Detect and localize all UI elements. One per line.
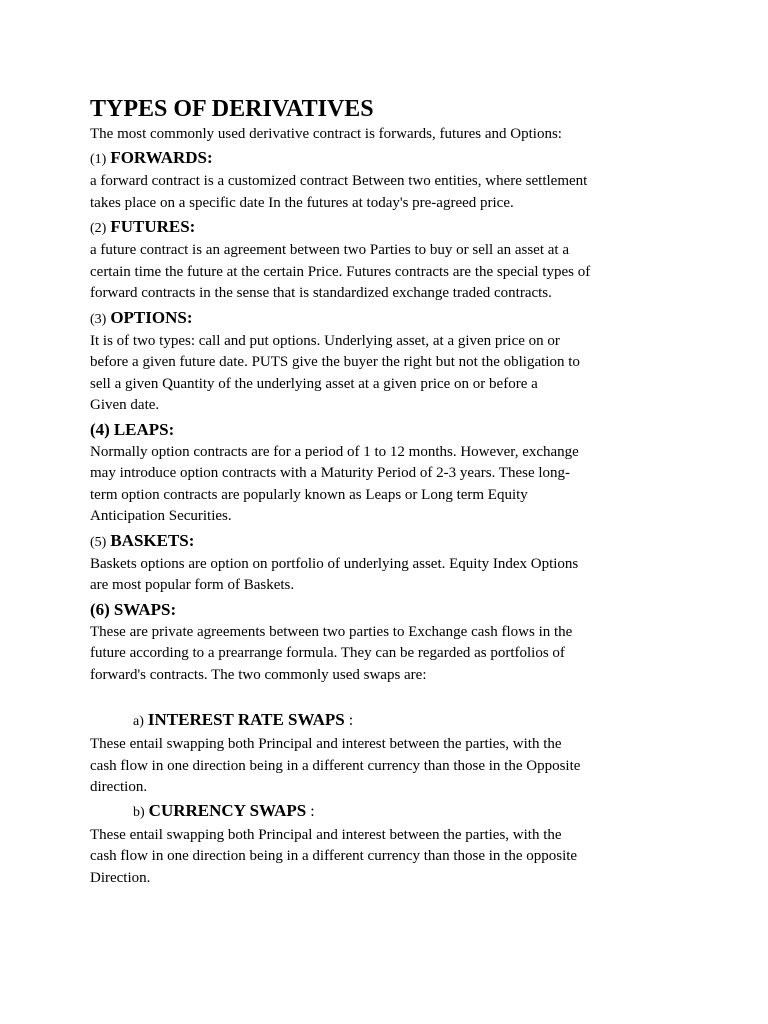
text-line: These are private agreements between two parties to Exchange cash flows in the xyxy=(90,623,573,640)
subsection-paragraph-interest-rate-swaps xyxy=(90,734,690,799)
section-number: (1) xyxy=(90,152,107,167)
section-heading-swaps xyxy=(90,598,690,622)
section-number: (4) xyxy=(90,419,110,439)
text-line: These entail swapping both Principal and interest between the parties, with the xyxy=(90,736,562,752)
section-heading-options xyxy=(90,306,690,331)
text-line: takes place on a specific date In the futures at today's pre-agreed price. xyxy=(90,194,514,211)
section-paragraph-futures xyxy=(90,240,690,305)
text-line: forward contracts in the sense that is standardized exchange traded contracts. xyxy=(90,285,552,301)
subsection-letter: b) xyxy=(133,804,145,820)
text-line: forward's contracts. The two commonly used swaps are: xyxy=(90,666,427,683)
text-line: term option contracts are popularly known as Leaps or Long term Equity xyxy=(90,486,528,503)
subsection-heading-currency-swaps xyxy=(90,799,690,825)
section-heading-baskets xyxy=(90,529,690,554)
subsection-letter: a) xyxy=(133,714,144,729)
text-line: sell a given Quantity of the underlying asset at a given price on or before a xyxy=(90,375,538,392)
subsection-label: INTEREST RATE SWAPS xyxy=(147,710,345,729)
section-label: BASKETS: xyxy=(110,530,195,550)
text-line: direction. xyxy=(90,779,148,795)
section-heading-futures xyxy=(90,215,690,240)
section-heading-forwards xyxy=(90,146,690,171)
subsection-colon: : xyxy=(310,802,315,820)
text-line: These entail swapping both Principal and interest between the parties, with the xyxy=(90,826,562,843)
section-number: (6) xyxy=(90,599,110,619)
text-line: certain time the future at the certain Price. Futures contracts are the special types of xyxy=(90,263,591,280)
subsection-label: CURRENCY SWAPS xyxy=(148,800,307,820)
document-body xyxy=(90,94,690,889)
text-line: cash flow in one direction being in a different currency than those in the Opposite xyxy=(90,757,581,774)
subsection-heading-interest-rate-swaps xyxy=(90,708,690,734)
section-paragraph-leaps xyxy=(90,442,690,528)
section-heading-leaps xyxy=(90,418,690,442)
section-paragraph-swaps xyxy=(90,622,690,687)
section-label: OPTIONS: xyxy=(110,307,193,327)
section-paragraph-options xyxy=(90,331,690,417)
text-line: may introduce option contracts with a Maturity Period of 2-3 years. These long- xyxy=(90,465,571,481)
text-line: are most popular form of Baskets. xyxy=(90,577,295,593)
text-line: future according to a prearrange formula. They can be regarded as portfolios of xyxy=(90,645,565,661)
text-line: Normally option contracts are for a period of 1 to 12 months. However, exchange xyxy=(90,443,579,460)
section-paragraph-baskets xyxy=(90,554,690,597)
section-number: (5) xyxy=(90,534,107,550)
text-line: Given date. xyxy=(90,397,160,413)
section-number: (2) xyxy=(90,221,107,236)
text-line: cash flow in one direction being in a different currency than those in the opposite xyxy=(90,848,578,864)
subsection-colon: : xyxy=(348,712,354,729)
text-line: Baskets options are option on portfolio of underlying asset. Equity Index Options xyxy=(90,555,579,572)
text-line: before a given future date. PUTS give the buyer the right but not the obligation to xyxy=(90,354,580,370)
text-line: Anticipation Securities. xyxy=(90,508,232,524)
section-label: FUTURES: xyxy=(110,217,196,236)
text-line: a future contract is an agreement between two Parties to buy or sell an asset at a xyxy=(90,242,569,258)
section-label: SWAPS: xyxy=(113,599,177,619)
text-line: It is of two types: call and put options. Underlying asset, at a given price on or xyxy=(90,332,560,349)
section-paragraph-forwards xyxy=(90,171,690,214)
intro-paragraph: The most commonly used derivative contract is forwards, futures and Options: xyxy=(90,126,562,142)
subsection-paragraph-currency-swaps xyxy=(90,825,690,890)
section-number: (3) xyxy=(90,311,107,327)
page-title: TYPES OF DERIVATIVES xyxy=(90,96,374,122)
text-line: Direction. xyxy=(90,869,151,886)
section-label: LEAPS: xyxy=(113,419,175,439)
text-line: a forward contract is a customized contract Between two entities, where settlement xyxy=(90,173,588,189)
section-label: FORWARDS: xyxy=(110,148,213,167)
